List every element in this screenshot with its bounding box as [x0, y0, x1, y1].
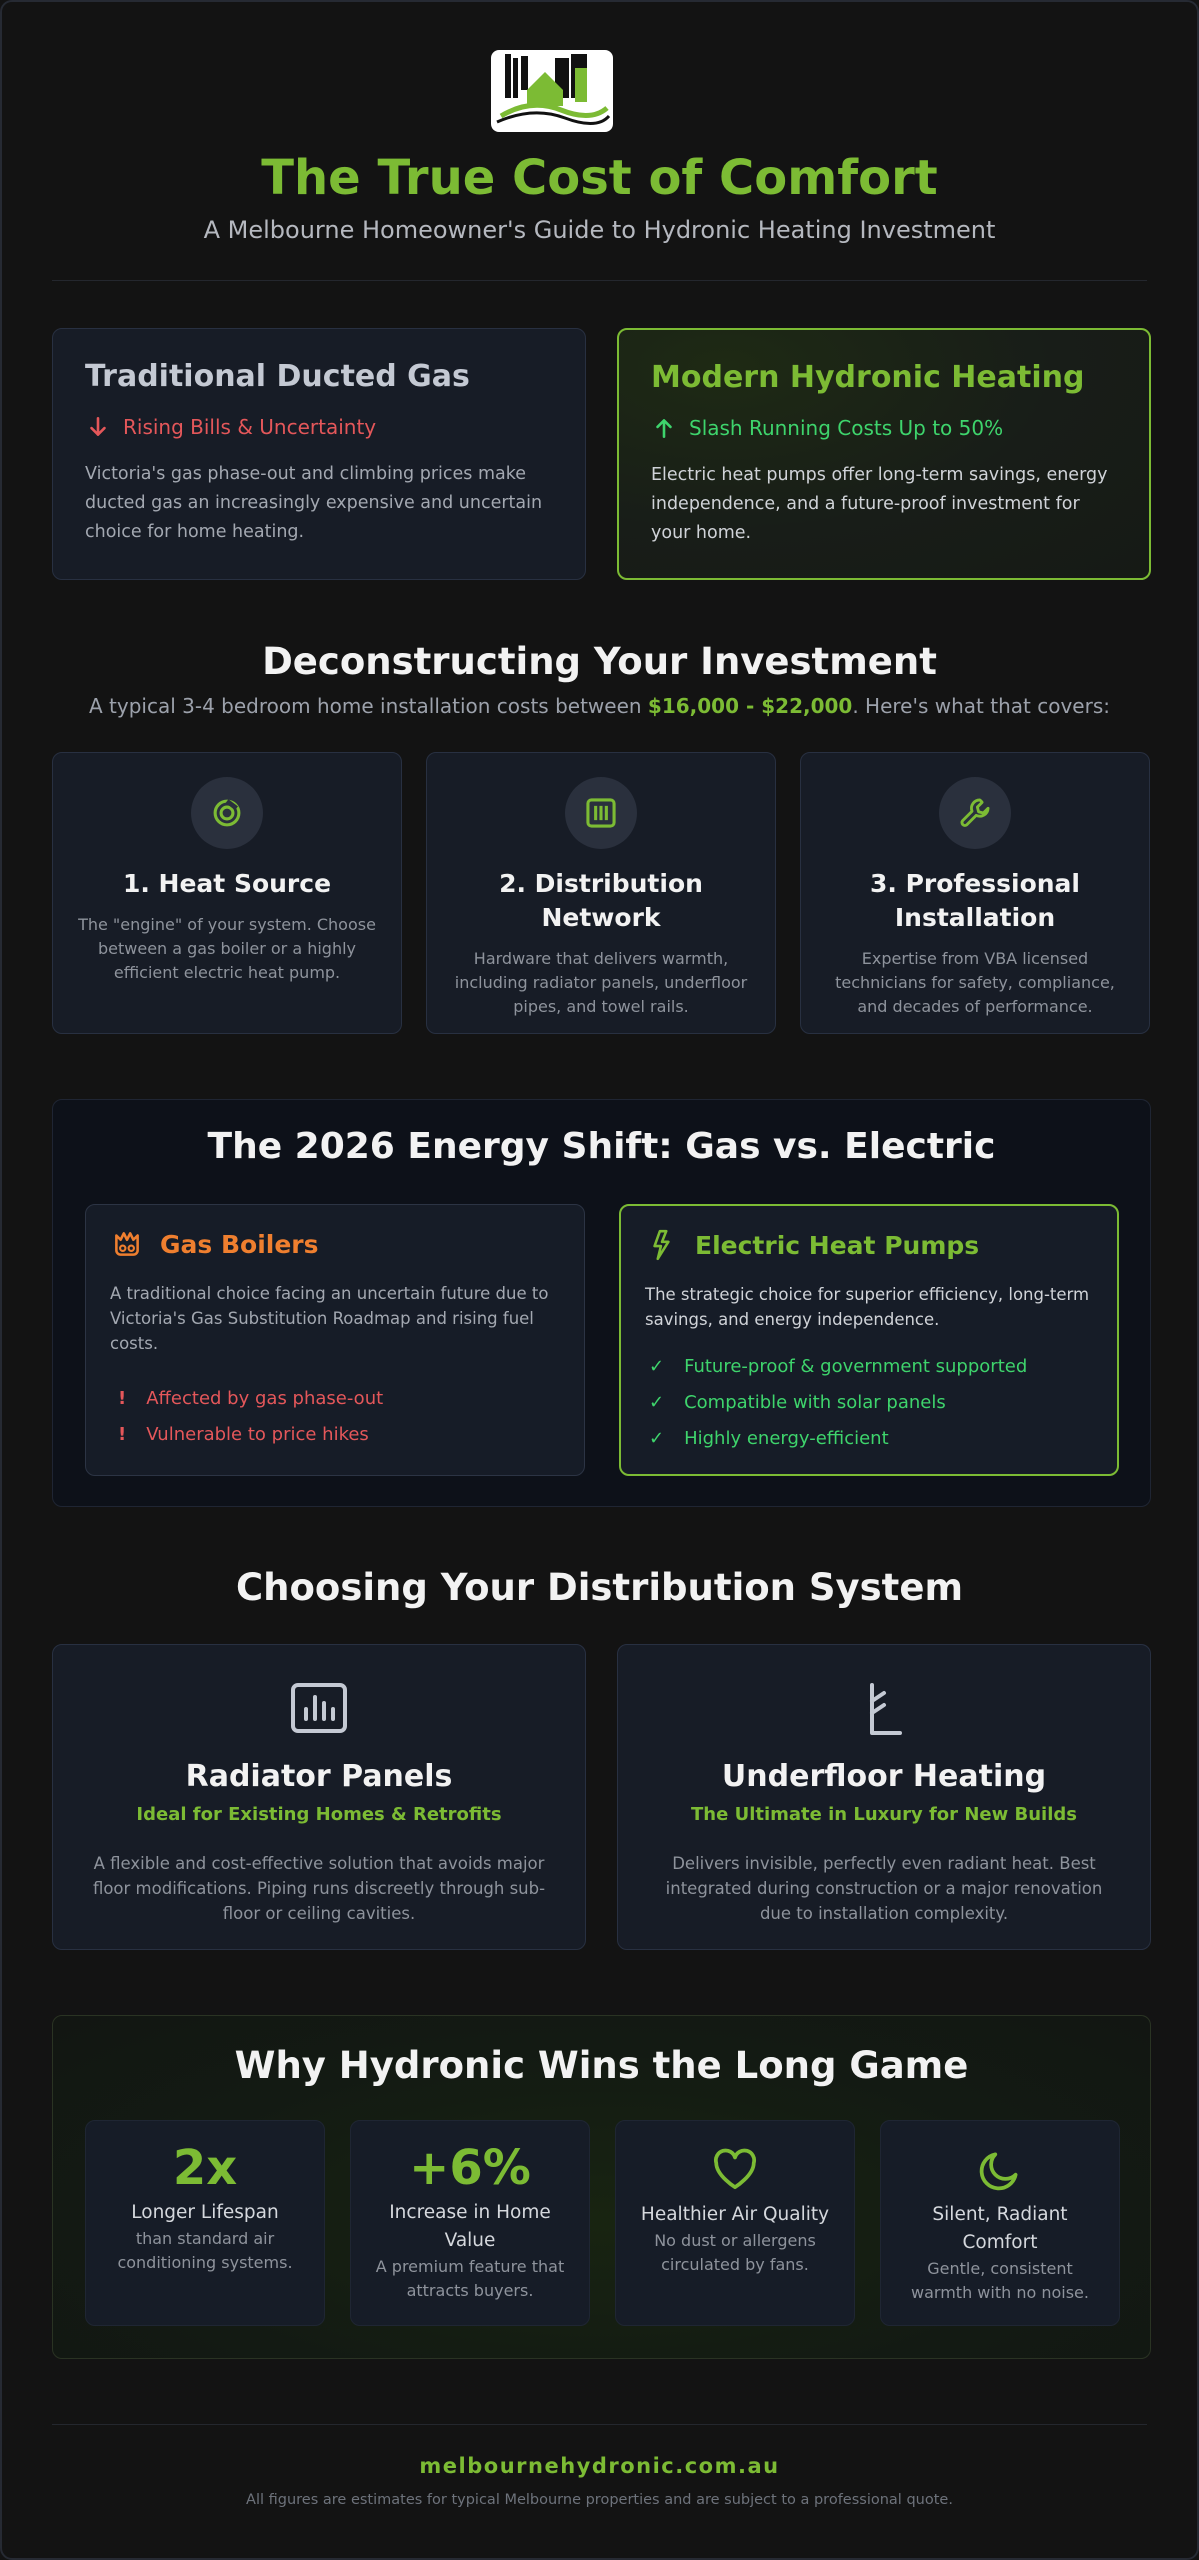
traditional-gas-card: [52, 328, 586, 580]
stat-value: 2x: [172, 2140, 238, 2196]
radiator-panels-tag: Ideal for Existing Homes & Retrofits: [136, 1804, 502, 1825]
energy-shift-section: [52, 1099, 1151, 1507]
check-icon: ✓: [649, 1427, 665, 1449]
investment-title: Deconstructing Your Investment: [262, 640, 937, 683]
heat-pumps-body: The strategic choice for superior efficiency, long-term savings, and energy independence.: [645, 1285, 1090, 1329]
stat-desc: No dust or allergens circulated by fans.: [654, 2231, 816, 2274]
gas-boilers-header: [110, 1227, 560, 1261]
radiator-panels-card: [52, 1644, 586, 1950]
energy-shift-title: The 2026 Energy Shift: Gas vs. Electric: [207, 1126, 996, 1167]
distribution-icon-wrap: [565, 777, 637, 849]
heat-source-icon: [208, 794, 246, 832]
hydronic-trend-label: Slash Running Costs Up to 50%: [689, 416, 1004, 440]
wrench-icon-wrap: [939, 777, 1011, 849]
list-item: [110, 1380, 560, 1416]
component-body: The "engine" of your system. Choose between a gas boiler or a highly efficient electric heat pump.: [78, 915, 376, 982]
component-title: 2. Distribution Network: [499, 869, 703, 932]
heat-pumps-header: [645, 1228, 1093, 1262]
hydronic-card: [617, 328, 1151, 580]
long-game-title: Why Hydronic Wins the Long Game: [234, 2044, 969, 2087]
stat-label: Silent, Radiant Comfort: [932, 2204, 1068, 2253]
list-item: [110, 1416, 560, 1452]
investment-intro: [52, 694, 1147, 718]
intro-prefix: A typical 3-4 bedroom home installation costs between: [89, 694, 648, 718]
lightning-icon: [645, 1228, 679, 1262]
stat-label: Increase in Home Value: [389, 2202, 551, 2251]
traditional-gas-body: Victoria's gas phase-out and climbing prices make ducted gas an increasingly expensive and uncertain choice for home heating.: [85, 464, 543, 542]
wrench-icon: [956, 794, 994, 832]
flame-icon: [110, 1227, 144, 1261]
intro-suffix: . Here's what that covers:: [852, 694, 1110, 718]
list-item-text: Highly energy-efficient: [684, 1427, 889, 1449]
underfloor-tag: The Ultimate in Luxury for New Builds: [691, 1804, 1077, 1825]
hydronic-body: Electric heat pumps offer long-term savings, energy independence, and a future-proof investment for your home.: [651, 465, 1108, 543]
list-item: [645, 1420, 1093, 1456]
heat-source-icon-wrap: [191, 777, 263, 849]
component-body: Hardware that delivers warmth, including radiator panels, underfloor pipes, and towel rails.: [454, 949, 748, 1016]
warning-marker: !: [118, 1387, 127, 1409]
stat-label: Healthier Air Quality: [640, 2204, 830, 2225]
heat-pumps-title: Electric Heat Pumps: [695, 1230, 980, 1260]
page-title: The True Cost of Comfort: [261, 150, 938, 206]
list-item: [645, 1348, 1093, 1384]
stat-card-silent-comfort: [880, 2120, 1120, 2326]
heart-icon: [710, 2145, 760, 2195]
footer-website: melbournehydronic.com.au: [419, 2454, 780, 2478]
gas-boilers-body: A traditional choice facing an uncertain future due to Victoria's Gas Substitution Roadmap and rising fuel costs.: [110, 1284, 549, 1353]
underfloor-icon: [852, 1681, 916, 1737]
hydronic-title: Modern Hydronic Heating: [651, 360, 1085, 395]
gas-boilers-points: [110, 1380, 560, 1452]
company-logo: [491, 50, 613, 132]
traditional-gas-trend: [85, 414, 553, 440]
underfloor-body: Delivers invisible, perfectly even radiant heat. Best integrated during construction or a major renovation due to installation complexity.: [665, 1854, 1103, 1923]
heat-pumps-points: [645, 1348, 1093, 1456]
arrow-down-icon: [85, 414, 111, 440]
gas-boilers-title: Gas Boilers: [160, 1229, 319, 1259]
stat-card-lifespan: [85, 2120, 325, 2326]
radiator-panels-title: Radiator Panels: [185, 1759, 453, 1794]
stat-value: +6%: [409, 2140, 531, 2196]
stat-desc: than standard air conditioning systems.: [117, 2229, 293, 2272]
stat-card-air-quality: [615, 2120, 855, 2326]
stat-card-home-value: [350, 2120, 590, 2326]
distribution-title: Choosing Your Distribution System: [235, 1566, 964, 1609]
header-divider: [52, 280, 1147, 281]
list-item-text: Vulnerable to price hikes: [146, 1423, 369, 1445]
long-game-section: [52, 2015, 1151, 2359]
component-card-distribution: [426, 752, 776, 1034]
list-item: [645, 1384, 1093, 1420]
arrow-up-icon: [651, 415, 677, 441]
gas-boilers-card: [85, 1204, 585, 1476]
hydronic-trend: [651, 415, 1117, 441]
distribution-icon: [582, 794, 620, 832]
check-icon: ✓: [649, 1391, 665, 1413]
traditional-gas-title: Traditional Ducted Gas: [85, 359, 470, 394]
stat-desc: Gentle, consistent warmth with no noise.: [911, 2259, 1089, 2302]
list-item-text: Compatible with solar panels: [684, 1391, 946, 1413]
traditional-gas-trend-label: Rising Bills & Uncertainty: [123, 415, 377, 439]
underfloor-card: [617, 1644, 1151, 1950]
underfloor-title: Underfloor Heating: [721, 1759, 1047, 1794]
list-item-text: Future-proof & government supported: [684, 1355, 1028, 1377]
component-title: 1. Heat Source: [122, 869, 332, 898]
footer-disclaimer: All figures are estimates for typical Melbourne properties and are subject to a professional quote.: [246, 2492, 953, 2508]
warning-marker: !: [118, 1423, 127, 1445]
moon-icon: [975, 2145, 1025, 2195]
radiator-panels-body: A flexible and cost-effective solution that avoids major floor modifications. Piping runs discreetly through sub-floor or ceiling cavities.: [92, 1854, 546, 1923]
component-card-heat-source: [52, 752, 402, 1034]
heat-pumps-card: [619, 1204, 1119, 1476]
check-icon: ✓: [649, 1355, 665, 1377]
intro-price-range: $16,000 - $22,000: [647, 694, 853, 718]
component-body: Expertise from VBA licensed technicians for safety, compliance, and decades of performance.: [835, 949, 1115, 1016]
component-title: 3. Professional Installation: [870, 869, 1080, 932]
component-card-installation: [800, 752, 1150, 1034]
list-item-text: Affected by gas phase-out: [146, 1387, 384, 1409]
stat-desc: A premium feature that attracts buyers.: [375, 2257, 565, 2300]
footer-divider: [52, 2424, 1147, 2425]
stat-label: Longer Lifespan: [131, 2202, 279, 2223]
page-subtitle: A Melbourne Homeowner's Guide to Hydronic Heating Investment: [203, 216, 996, 244]
radiator-icon: [287, 1681, 351, 1737]
